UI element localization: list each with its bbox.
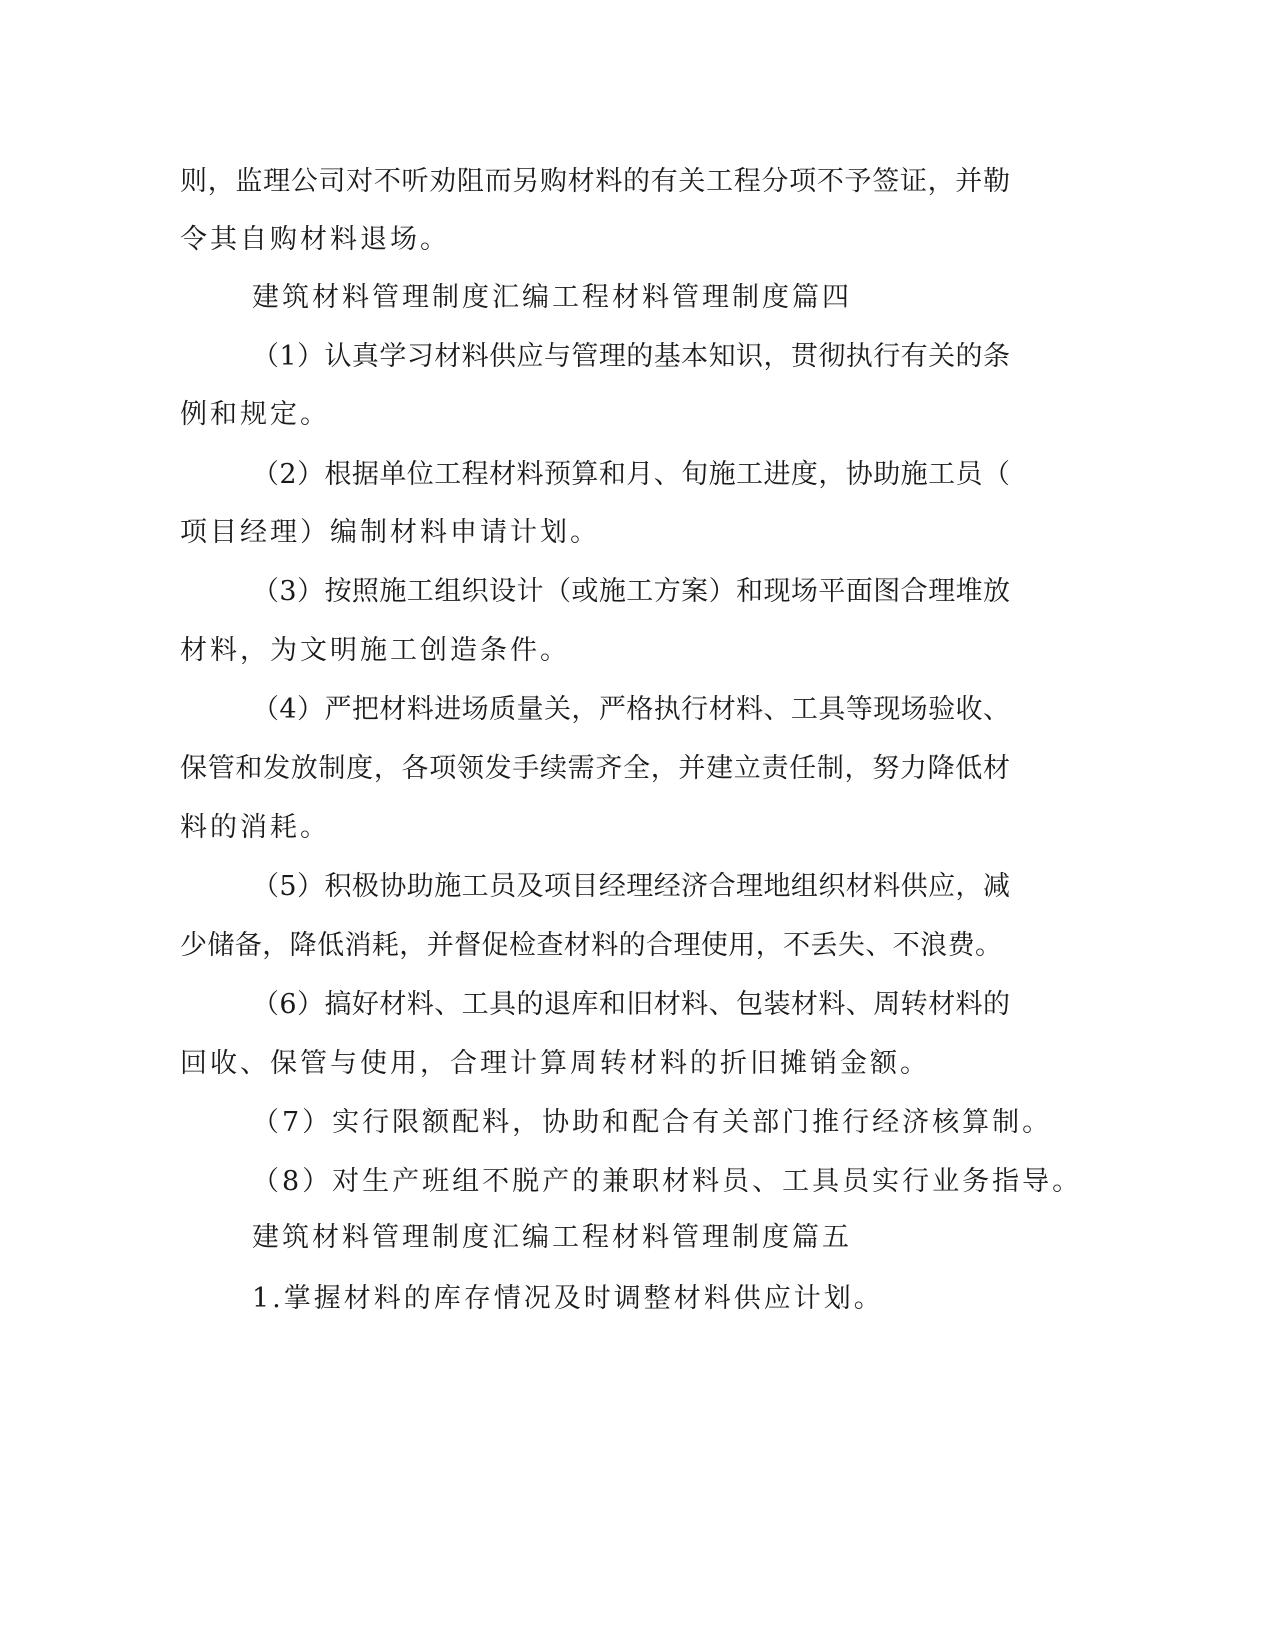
- paragraph-line: 少储备，降低消耗，并督促检查材料的合理使用，不丢失、不浪费。: [180, 930, 1002, 961]
- paragraph-line: （2）根据单位工程材料预算和月、旬施工进度，协助施工员（: [252, 459, 1010, 490]
- paragraph-line: 则，监理公司对不听劝阻而另购材料的有关工程分项不予签证，并勒: [180, 166, 1010, 197]
- paragraph-line: （3）按照施工组织设计（或施工方案）和现场平面图合理堆放: [252, 576, 1010, 607]
- paragraph-line: （7）实行限额配料，协助和配合有关部门推行经济核算制。: [252, 1107, 1053, 1138]
- paragraph-line: （4）严把材料进场质量关，严格执行材料、工具等现场验收、: [252, 694, 1010, 725]
- paragraph-line: （8）对生产班组不脱产的兼职材料员、工具员实行业务指导。: [252, 1166, 1083, 1197]
- paragraph-line: 令其自购材料退场。: [180, 224, 450, 255]
- paragraph-line: （5）积极协助施工员及项目经理经济合理地组织材料供应，减: [252, 871, 1010, 902]
- section-heading: 建筑材料管理制度汇编工程材料管理制度篇五: [252, 1222, 852, 1253]
- section-heading: 建筑材料管理制度汇编工程材料管理制度篇四: [252, 282, 852, 313]
- paragraph-line: 回收、保管与使用，合理计算周转材料的折旧摊销金额。: [180, 1048, 930, 1079]
- paragraph-line: 1.掌握材料的库存情况及时调整材料供应计划。: [252, 1283, 884, 1314]
- paragraph-line: （6）搞好材料、工具的退库和旧材料、包装材料、周转材料的: [252, 989, 1010, 1020]
- paragraph-line: 例和规定。: [180, 399, 330, 430]
- paragraph-line: 材料，为文明施工创造条件。: [180, 635, 570, 666]
- paragraph-line: 保管和发放制度，各项领发手续需齐全，并建立责任制，努力降低材: [180, 753, 1010, 784]
- paragraph-line: 项目经理）编制材料申请计划。: [180, 517, 600, 548]
- paragraph-line: （1）认真学习材料供应与管理的基本知识，贯彻执行有关的条: [252, 341, 1010, 372]
- paragraph-line: 料的消耗。: [180, 812, 330, 843]
